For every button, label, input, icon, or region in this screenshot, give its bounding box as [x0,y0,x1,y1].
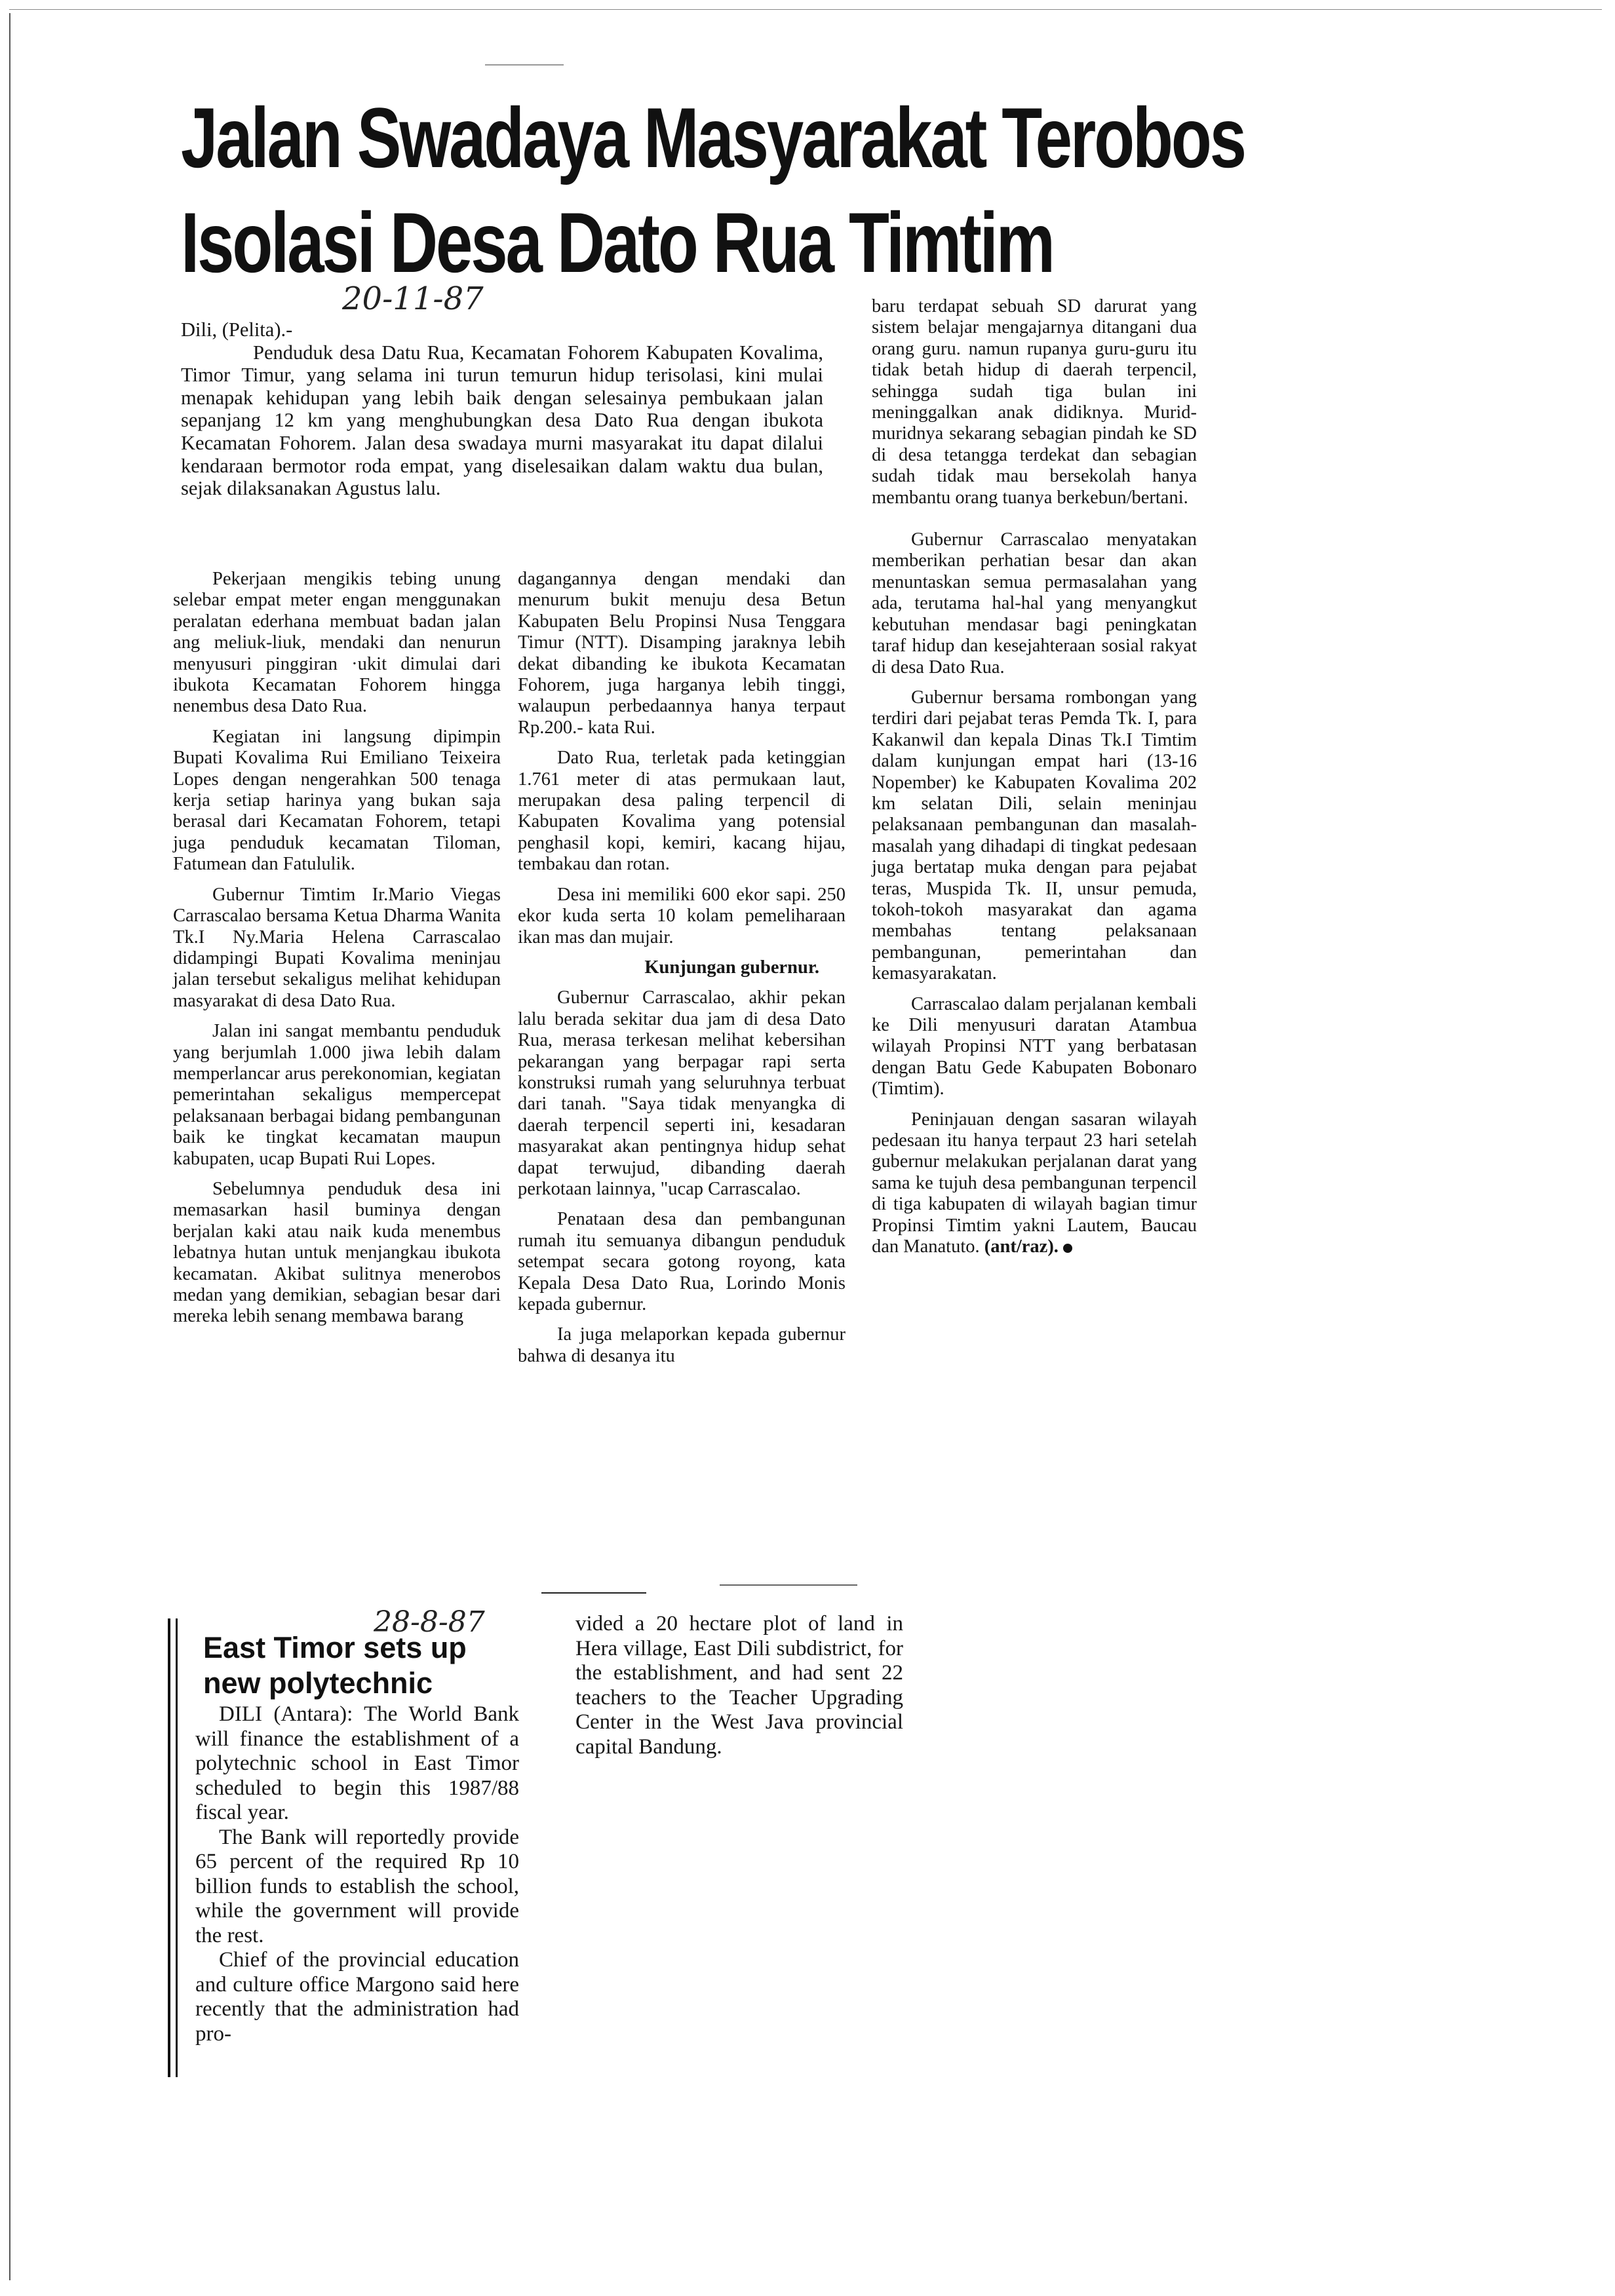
separator-rule-right [720,1584,857,1586]
clipping-title-line-2: new polytechnic [203,1666,433,1700]
clipping-bar-left [168,1618,170,2077]
paragraph: The Bank will reportedly provide 65 percent of the required Rp 10 billion funds to establish the school, while the government will provide the rest. [195,1825,519,1947]
signature: (ant/raz). [984,1236,1059,1257]
final-paragraph-text: Peninjauan dengan sasaran wilayah pedesaan itu hanya terpaut 23 hari setelah gubernur melakukan perjalanan darat yang sama ke tujuh desa pembangunan terpencil di tiga kabupaten di wilayah bagian timur Propinsi Timtim yakni Lautem, Baucau dan Manatuto. [872,1109,1197,1257]
headline [181,85,1245,295]
article-column-1 [173,569,501,1328]
clipping-title-line-1: East Timor sets up [203,1631,467,1664]
paragraph: Gubernur Timtim Ir.Mario Viegas Carrascalao bersama Ketua Dharma Wanita Tk.I Ny.Maria Helena Carrascalao didampingi Bupati Kovalima meninjau jalan tersebut sekaligus melihat kehidupan masyarakat di desa Dato Rua. [173,884,501,1011]
top-mark [485,64,564,66]
handwritten-date-article: 20-11-87 [342,280,484,317]
dateline: Dili, (Pelita).- [181,318,293,341]
paragraph: Ia juga melaporkan kepada gubernur bahwa di desanya itu [518,1324,846,1366]
top-border-line [9,9,1602,10]
article-column-3 [872,296,1197,1257]
paragraph: Penataan desa dan pembangunan rumah itu semuanya dibangun penduduk setempat secara gotong royong, kata Kepala Desa Dato Rua, Lorindo Monis kepada gubernur. [518,1209,846,1314]
paragraph: Gubernur Carrascalao, akhir pekan lalu berada sekitar dua jam di desa Dato Rua, merasa terkesan melihat kebersihan pekarangan yang berpagar rapi serta konstruksi rumah yang seluruhnya terbuat dari tanah. "Saya tidak menyangka di daerah terpencil seperti ini, kesadaran masyarakat akan pentingnya hidup sehat dapat terwujud, dibanding daerah perkotaan lainnya, "ucap Carrascalao. [518,987,846,1199]
paragraph: Gubernur Carrascalao menyatakan memberikan perhatian besar dan akan menuntaskan semua permasalahan yang ada, terutama hal-hal yang menyangkut kebutuhan mendasar bagi peningkatan taraf hidup dan kesejahteraan sosial rakyat di desa Dato Rua. [872,529,1197,678]
paragraph [872,1109,1197,1258]
article-column-2 [518,569,846,1367]
paragraph: Sebelumnya penduduk desa ini memasarkan hasil buminya dengan berjalan kaki atau naik kuda menembus lebatnya hutan untuk menjangkau ibukota kecamatan. Akibat sulitnya menerobos medan yang demikian, sebagian besar dari mereka lebih senang membawa barang [173,1178,501,1327]
left-border-line [9,13,10,2280]
paragraph: Chief of the provincial education and culture office Margono said here recently that the administration had pro- [195,1948,519,2046]
clipping-column-1 [195,1702,519,2046]
paragraph: vided a 20 hectare plot of land in Hera village, East Dili subdistrict, for the establishment, and had sent 22 teachers to the Teacher Upgrading Center in the West Java provincial capital Bandung. [575,1612,903,1759]
handwritten-date-clipping: 28-8-87 [374,1605,485,1639]
headline-line-2: Isolasi Desa Dato Rua Timtim [181,195,1053,290]
clipping-bar-right [176,1618,178,2077]
paragraph: Carrascalao dalam perjalanan kembali ke Dili menyusuri daratan Atambua wilayah Propinsi NTT yang berbatasan dengan Batu Gede Kabupaten Bobonaro (Timtim). [872,993,1197,1100]
clipping-title [203,1630,570,1701]
paragraph: Jalan ini sangat membantu penduduk yang berjumlah 1.000 jiwa lebih dalam memperlancar arus perekonomian, kegiatan pemerintahan sekaligus mempercepat pelaksanaan berbagai bidang pembangunan baik ke tingkat kecamatan maupun kabupaten, ucap Bupati Rui Lopes. [173,1021,501,1169]
paragraph: Dato Rua, terletak pada ketinggian 1.761 meter di atas permukaan laut, merupakan desa paling terpencil di Kabupaten Kovalima yang potensial penghasil kopi, kemiri, kacang hijau, tembakau dan rotan. [518,748,846,875]
paragraph: Pekerjaan mengikis tebing unung selebar empat meter engan menggunakan peralatan ederhana membuat badan jalan ang meliuk-liuk, mendaki dan nenurun menyusuri pinggiran ·ukit dimulai dari ibukota Kecamatan Fohorem hingga nenembus desa Dato Rua. [173,569,501,717]
paragraph: dagangannya dengan mendaki dan menurum bukit menuju desa Betun Kabupaten Belu Propinsi Nusa Tenggara Timur (NTT). Disamping jaraknya lebih dekat dibanding ke ibukota Kecamatan Fohorem, juga harganya lebih tinggi, walaupun perbedaannya hanya terpaut Rp.200.- kata Rui. [518,569,846,738]
paragraph: Desa ini memiliki 600 ekor sapi. 250 ekor kuda serta 10 kolam pemeliharaan ikan mas dan mujair. [518,884,846,947]
paragraph: baru terdapat sebuah SD darurat yang sistem belajar mengajarnya ditangani dua orang guru. namun rupanya guru-guru itu tidak betah hidup di daerah terpencil, sehingga sudah tiga bulan ini meninggalkan anak didiknya. Murid-muridnya sekarang sebagian pindah ke SD di desa tetangga terdekat dan sebagian sudah tidak mau bersekolah hanya membantu orang tuanya berkebun/bertani. [872,296,1197,508]
clipping-column-2 [575,1612,903,1759]
headline-line-1: Jalan Swadaya Masyarakat Terobos [181,90,1245,185]
paragraph: Gubernur bersama rombongan yang terdiri dari pejabat teras Pemda Tk. I, para Kakanwil dan kepala Dinas Tk.I Timtim dalam kunjungan empat hari (13-16 Nopember) ke Kabupaten Kovalima 202 km selatan Dili, selain meninjau pelaksanaan pembangunan dan masalah-masalah yang dihadapi di tingkat pedesaan juga bertatap muka dengan para pejabat teras, Muspida Tk. II, unsur pemuda, tokoh-tokoh masyarakat dan agama membahas tentang pelaksanaan pembangunan, pemerintahan dan kemasyarakatan. [872,687,1197,984]
separator-rule-left [541,1592,646,1594]
subheading: Kunjungan gubernur. [644,957,819,978]
paragraph: DILI (Antara): The World Bank will finance the establishment of a polytechnic school in East Timor scheduled to begin this 1987/88 fiscal year. [195,1702,519,1824]
paragraph: Kegiatan ini langsung dipimpin Bupati Kovalima Rui Emiliano Teixeira Lopes dengan nengerahkan 500 tenaga kerja setiap harinya yang bukan saja berasal dari Kecamatan Fohorem, tetapi juga penduduk kecamatan Tiloman, Fatumean dan Fatululik. [173,726,501,875]
end-mark-icon [1063,1244,1072,1253]
article-lead [181,318,823,500]
lead-paragraph: Penduduk desa Datu Rua, Kecamatan Fohorem Kabupaten Kovalima, Timor Timur, yang selama ini turun temurun hidup terisolasi, kini mulai menapak kehidupan yang lebih baik dengan selesainya pembukaan jalan sepanjang 12 km yang menghubungkan desa Dato Rua dengan ibukota Kecamatan Fohorem. Jalan desa swadaya murni masyarakat itu dapat dilalui kendaraan bermotor roda empat, yang diselesaikan dalam waktu dua bulan, sejak dilaksanakan Agustus lalu. [181,341,823,500]
